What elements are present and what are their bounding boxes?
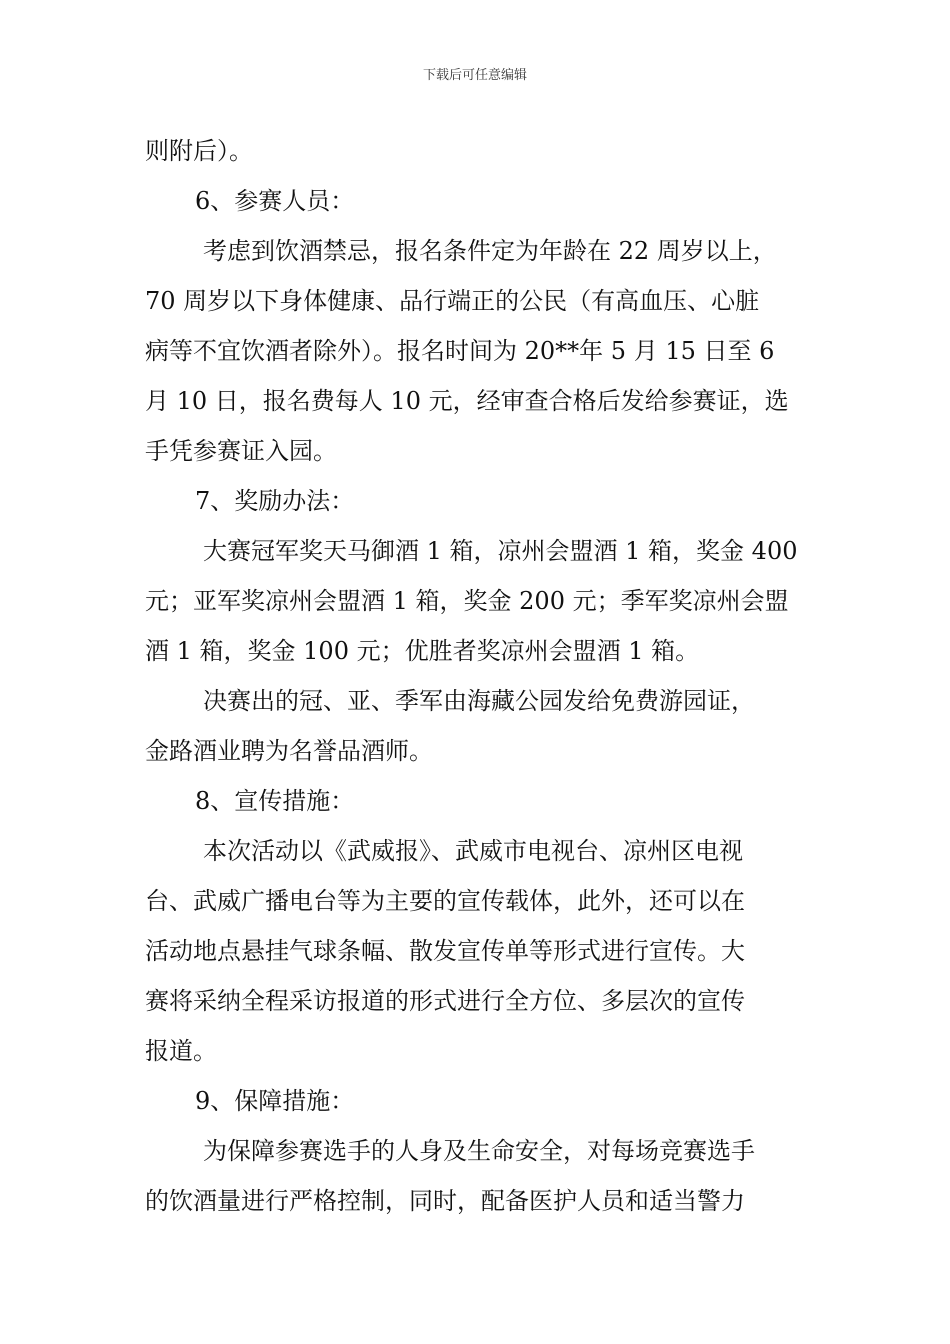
section-heading-9: 9、保障措施： xyxy=(195,1087,355,1115)
text-line: 本次活动以《武威报》、武威市电视台、凉州区电视 xyxy=(203,837,743,865)
text-line: 元；亚军奖凉州会盟酒 1 箱，奖金 200 元；季军奖凉州会盟 xyxy=(145,587,789,615)
text-line: 手凭参赛证入园。 xyxy=(145,437,337,465)
text-line: 70 周岁以下身体健康、品行端正的公民（有高血压、心脏 xyxy=(145,287,760,315)
text-line: 酒 1 箱，奖金 100 元；优胜者奖凉州会盟酒 1 箱。 xyxy=(145,637,700,665)
text-line: 考虑到饮酒禁忌，报名条件定为年龄在 22 周岁以上， xyxy=(203,237,777,265)
text-line: 决赛出的冠、亚、季军由海藏公园发给免费游园证， xyxy=(203,687,755,715)
text-line: 则附后）。 xyxy=(145,137,253,165)
text-line: 活动地点悬挂气球条幅、散发宣传单等形式进行宣传。大 xyxy=(145,937,745,965)
text-line: 的饮酒量进行严格控制，同时，配备医护人员和适当警力 xyxy=(145,1187,745,1215)
text-line: 月 10 日，报名费每人 10 元，经审查合格后发给参赛证，选 xyxy=(145,387,789,415)
section-heading-6: 6、参赛人员： xyxy=(195,187,355,215)
text-line: 报道。 xyxy=(145,1037,217,1065)
section-heading-7: 7、奖励办法： xyxy=(195,487,355,515)
text-line: 病等不宜饮酒者除外）。报名时间为 20**年 5 月 15 日至 6 xyxy=(145,337,775,365)
document-body xyxy=(145,126,810,1226)
text-line: 金路酒业聘为名誉品酒师。 xyxy=(145,737,433,765)
text-line: 为保障参赛选手的人身及生命安全，对每场竞赛选手 xyxy=(203,1137,755,1165)
text-line: 赛将采纳全程采访报道的形式进行全方位、多层次的宣传 xyxy=(145,987,745,1015)
text-line: 大赛冠军奖天马御酒 1 箱，凉州会盟酒 1 箱，奖金 400 xyxy=(203,537,798,565)
text-line: 台、武威广播电台等为主要的宣传载体，此外，还可以在 xyxy=(145,887,745,915)
section-heading-8: 8、宣传措施： xyxy=(195,787,355,815)
page-header: 下载后可任意编辑 xyxy=(422,68,527,83)
